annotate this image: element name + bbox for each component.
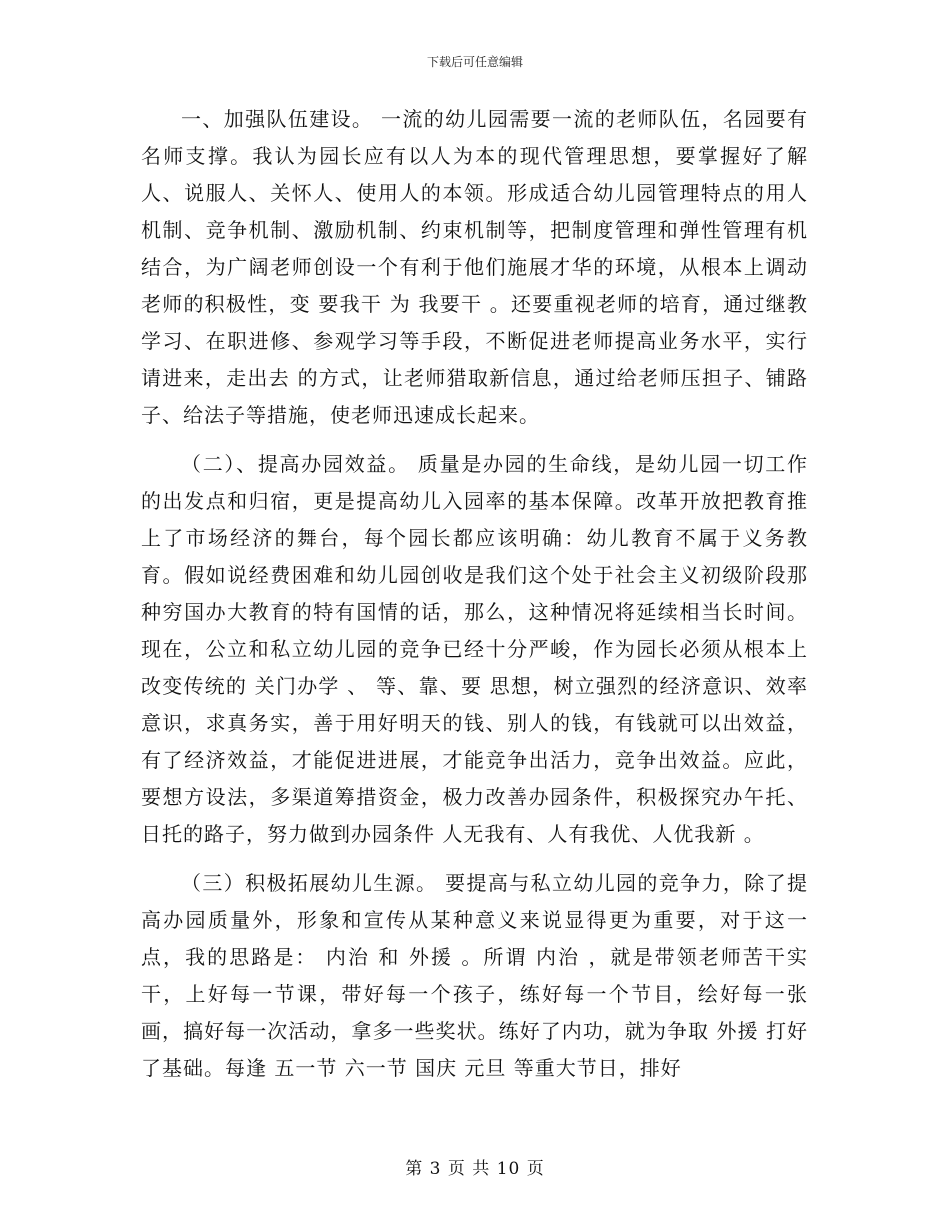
document-body xyxy=(141,101,808,1099)
page-number: 第 3 页 共 10 页 xyxy=(405,1159,545,1179)
header-note: 下载后可任意编辑 xyxy=(426,55,523,69)
paragraph-efficiency: （二）、提高办园效益。 质量是办园的生命线，是幼儿园一切工作的出发点和归宿，更是提高幼儿入园率的基本保障。改革开放把教育推上了市场经济的舞台，每个园长都应该明确：幼儿教育不属于义务教育。假如说经费困难和幼儿园创收是我们这个处于社会主义初级阶段那种穷国办大教育的特有国情的话，那么，这种情况将延续相当长时间。现在，公立和私立幼儿园的竞争已经十分严峻，作为园长必须从根本上改变传统的 关门办学 、 等、靠、要 思想，树立强烈的经济意识、效率意识，求真务实，善于用好明天的钱、别人的钱，有钱就可以出效益，有了经济效益，才能促进进展，才能竞争出活力，竞争出效益。应此，要想方设法，多渠道筹措资金，极力改善办园条件，积极探究办午托、日托的路子，努力做到办园条件 人无我有、人有我优、人优我新 。 xyxy=(141,452,808,846)
paragraph-team-building: 一、加强队伍建设。 一流的幼儿园需要一流的老师队伍，名园要有名师支撑。我认为园长应有以人为本的现代管理思想，要掌握好了解人、说服人、关怀人、使用人的本领。形成适合幼儿园管理特点的用人机制、竞争机制、激励机制、约束机制等，把制度管理和弹性管理有机结合，为广阔老师创设一个有利于他们施展才华的环境，从根本上调动老师的积极性，变 要我干 为 我要干 。还要重视老师的培育，通过继教学习、在职进修、参观学习等手段，不断促进老师提高业务水平，实行 请进来，走出去 的方式，让老师猎取新信息，通过给老师压担子、铺路子、给法子等措施，使老师迅速成长起来。 xyxy=(141,107,808,427)
paragraph-enrollment: （三）积极拓展幼儿生源。 要提高与私立幼儿园的竞争力，除了提高办园质量外，形象和宣传从某种意义来说显得更为重要，对于这一点，我的思路是： 内治 和 外援 。所谓 内治 ，就是带领老师苦干实干，上好每一节课，带好每一个孩子，练好每一个节目，绘好每一张画，搞好每一次活动，拿多一些奖状。练好了内功，就为争取 外援 打好了基础。每逢 五一节 六一节 国庆 元旦 等重大节日，排好 xyxy=(141,871,808,1080)
